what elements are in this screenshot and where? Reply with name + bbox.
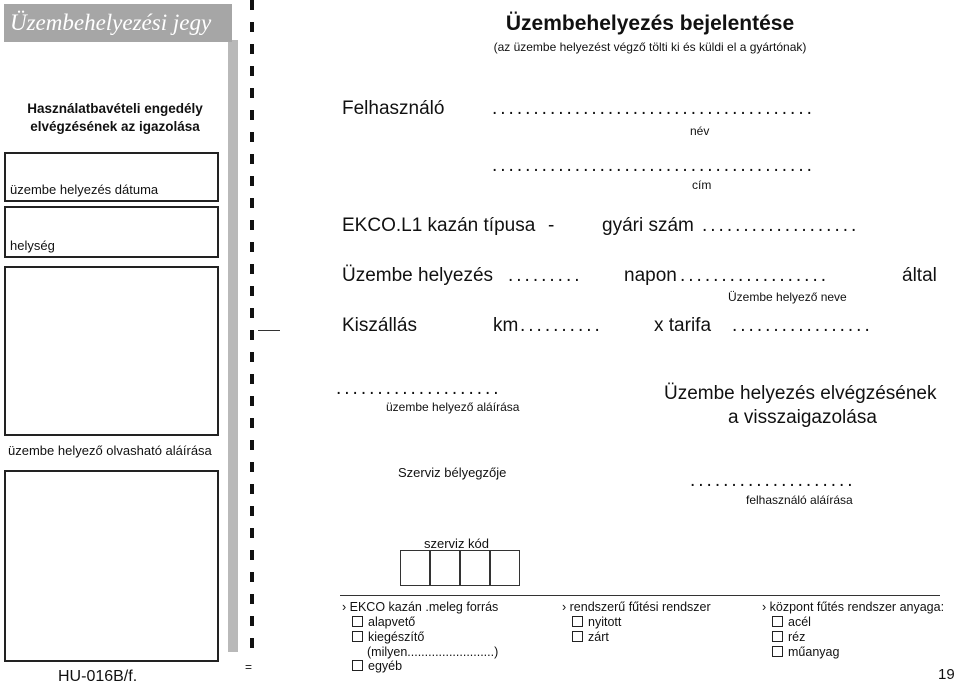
checkbox-icon[interactable] (572, 616, 583, 627)
travel-label: Kiszállás (342, 315, 417, 336)
stub-form-code: HU-016B/f. (58, 668, 138, 685)
user-sign-hint: felhasználó aláírása (746, 493, 853, 507)
option-open[interactable]: nyitott (572, 615, 621, 629)
stub-title: Üzembehelyezési jegy (4, 4, 232, 42)
checkbox-icon[interactable] (352, 660, 363, 671)
checkbox-icon[interactable] (772, 616, 783, 627)
serial-number-field[interactable]: ................... (702, 215, 860, 236)
commission-date-field[interactable]: ......... (508, 265, 583, 286)
commissioner-name-hint: Üzembe helyező neve (728, 290, 847, 304)
page-number: 19 (938, 666, 955, 683)
perforation-line (250, 0, 254, 660)
option-plastic[interactable]: műanyag (772, 645, 839, 659)
option-other[interactable]: egyéb (352, 659, 402, 673)
serial-label: gyári szám (602, 215, 694, 236)
form-title: Üzembehelyezés bejelentése (505, 12, 795, 35)
tariff-field[interactable]: ................. (732, 315, 873, 336)
option-col3-title: › központ fűtés rendszer anyaga: (762, 600, 945, 614)
commissioner-field[interactable]: .................. (680, 265, 830, 286)
form-subtitle: (az üzembe helyezést végző tölti ki és küldi el a gyártónak) (493, 40, 807, 54)
user-address-field[interactable]: ....................................... (492, 155, 815, 176)
checkbox-icon[interactable] (572, 631, 583, 642)
km-label: km (493, 315, 519, 336)
stub-proof-heading: Használatbavételi engedély elvégzésének az igazolása (27, 101, 203, 134)
stub-signature-label: üzembe helyező olvasható aláírása (8, 443, 212, 458)
place-label: helység (10, 238, 55, 253)
user-label: Felhasználó (342, 98, 445, 119)
user-signature-field[interactable]: .................... (690, 470, 856, 491)
stub-notes-area[interactable] (4, 266, 219, 436)
on-day-label: napon (624, 265, 677, 286)
service-code-box-2[interactable] (430, 550, 460, 586)
commission-label: Üzembe helyezés (342, 265, 494, 286)
option-basic[interactable]: alapvető (352, 615, 415, 629)
confirmation-title-1: Üzembe helyezés elvégzésének (664, 383, 937, 404)
by-label: által (902, 265, 937, 286)
stub-tick-mark (258, 330, 280, 331)
service-code-box-4[interactable] (490, 550, 520, 586)
option-copper[interactable]: réz (772, 630, 805, 644)
tariff-label: x tarifa (654, 315, 712, 336)
option-steel[interactable]: acél (772, 615, 811, 629)
stub-side-bar (228, 40, 238, 652)
service-code-box-1[interactable] (400, 550, 430, 586)
option-closed[interactable]: zárt (572, 630, 609, 644)
service-code-box-3[interactable] (460, 550, 490, 586)
commissioner-signature-field[interactable]: .................... (336, 378, 502, 399)
option-col1-title: › EKCO kazán .meleg forrás (342, 600, 499, 614)
options-divider (340, 595, 940, 596)
option-which-note: (milyen.........................) (367, 645, 499, 659)
commissioner-sign-hint: üzembe helyező aláírása (386, 400, 520, 414)
service-code-label: szerviz kód (424, 536, 490, 551)
boiler-type-label: EKCO.L1 kazán típusa (342, 215, 536, 236)
km-field[interactable]: .......... (520, 315, 603, 336)
checkbox-icon[interactable] (772, 646, 783, 657)
confirmation-title-2: a visszaigazolása (728, 407, 877, 428)
address-hint: cím (692, 178, 712, 192)
option-col2-title: › rendszerű fűtési rendszer (562, 600, 711, 614)
boiler-type-dash: - (548, 215, 555, 236)
option-supplementary[interactable]: kiegészítő (352, 630, 424, 644)
stamp-label: Szerviz bélyegzője (398, 465, 507, 480)
user-name-field[interactable]: ....................................... (492, 98, 815, 119)
checkbox-icon[interactable] (772, 631, 783, 642)
date-label: üzembe helyezés dátuma (10, 182, 159, 197)
stub-equals-mark: = (245, 660, 253, 674)
name-hint: név (690, 124, 710, 138)
checkbox-icon[interactable] (352, 631, 363, 642)
checkbox-icon[interactable] (352, 616, 363, 627)
stub-signature-area[interactable] (4, 470, 219, 662)
